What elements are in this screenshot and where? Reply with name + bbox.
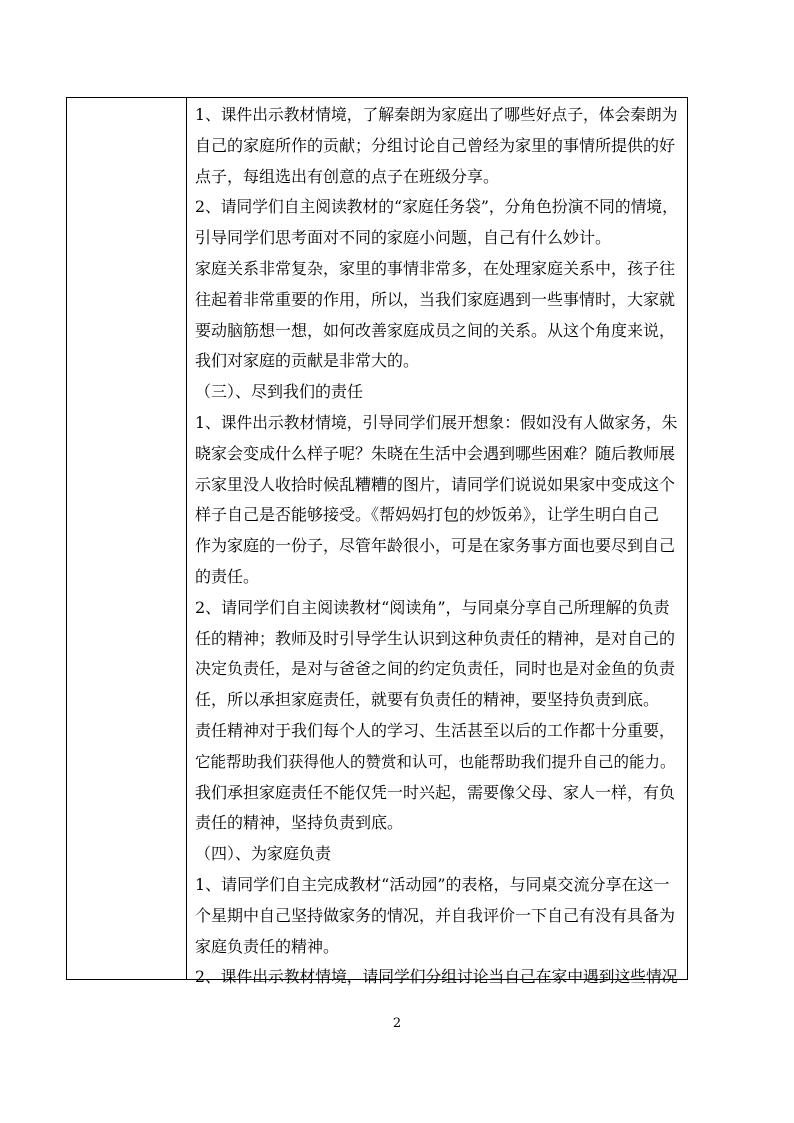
text-line: 2、请同学们自主阅读教材的“家庭任务袋”，分角色扮演不同的情境， xyxy=(195,197,678,217)
text-line: 要动脑筋想一想，如何改善家庭成员之间的关系。从这个角度来说， xyxy=(195,320,676,340)
text-line: 任的精神；教师及时引导学生认识到这种负责任的精神，是对自己的 xyxy=(195,628,676,648)
text-line: 1、课件出示教材情境，引导同学们展开想象：假如没有人做家务，朱 xyxy=(195,412,678,432)
text-line: 决定负责任，是对与爸爸之间的约定负责任，同时也是对金鱼的负责 xyxy=(195,659,676,679)
table-left-cell xyxy=(67,98,187,979)
text-line: 责任精神对于我们每个人的学习、生活甚至以后的工作都十分重要， xyxy=(195,720,676,740)
text-line: 示家里没人收拾时候乱糟糟的图片，请同学们说说如果家中变成这个 xyxy=(195,474,676,494)
text-line: 个星期中自己坚持做家务的情况，并自我评价一下自己有没有具备为 xyxy=(195,905,676,925)
lesson-text xyxy=(195,100,681,993)
section-heading: （三）、尽到我们的责任 xyxy=(195,382,364,402)
text-line: 点子，每组选出有创意的点子在班级分享。 xyxy=(195,166,500,186)
text-line: 样子自己是否能够接受。《帮妈妈打包的炒饭弟》，让学生明白自己 xyxy=(195,505,660,525)
text-line: 引导同学们思考面对不同的家庭小问题，自己有什么妙计。 xyxy=(195,228,612,248)
text-line: 我们对家庭的贡献是非常大的。 xyxy=(195,351,420,371)
text-line: 往起着非常重要的作用，所以，当我们家庭遇到一些事情时，大家就 xyxy=(195,289,676,309)
text-line: 2、请同学们自主阅读教材“阅读角”，与同桌分享自己所理解的负责 xyxy=(195,597,670,617)
text-line: 任，所以承担家庭责任，就要有负责任的精神，要坚持负责到底。 xyxy=(195,690,660,710)
text-line: 作为家庭的一份子，尽管年龄很小，可是在家务事方面也要尽到自己 xyxy=(195,536,676,556)
page-number: 2 xyxy=(392,1016,402,1031)
text-line: 1、课件出示教材情境，了解秦朗为家庭出了哪些好点子，体会秦朗为 xyxy=(195,105,678,124)
text-line: 它能帮助我们获得他人的赞赏和认可，也能帮助我们提升自己的能力。 xyxy=(195,752,676,771)
lesson-table xyxy=(66,97,688,987)
text-line: 的责任。 xyxy=(195,566,260,586)
section-heading: （四）、为家庭负责 xyxy=(195,844,332,864)
text-line: 自己的家庭所作的贡献；分组讨论自己曾经为家里的事情所提供的好 xyxy=(195,135,676,155)
table-content-cell xyxy=(188,98,687,987)
text-line: 晓家会变成什么样子呢？朱晓在生活中会遇到哪些困难？随后教师展 xyxy=(195,443,676,463)
text-line: 2、课件出示教材情境，请同学们分组讨论当自己在家中遇到这些情况 xyxy=(195,967,678,987)
text-line: 我们承担家庭责任不能仅凭一时兴起，需要像父母、家人一样，有负 xyxy=(195,782,676,802)
text-line: 家庭关系非常复杂，家里的事情非常多，在处理家庭关系中，孩子往 xyxy=(195,258,676,278)
text-line: 责任的精神，坚持负责到底。 xyxy=(195,813,404,833)
text-line: 家庭负责任的精神。 xyxy=(195,936,340,956)
text-line: 1、请同学们自主完成教材“活动园”的表格，与同桌交流分享在这一 xyxy=(195,874,670,894)
